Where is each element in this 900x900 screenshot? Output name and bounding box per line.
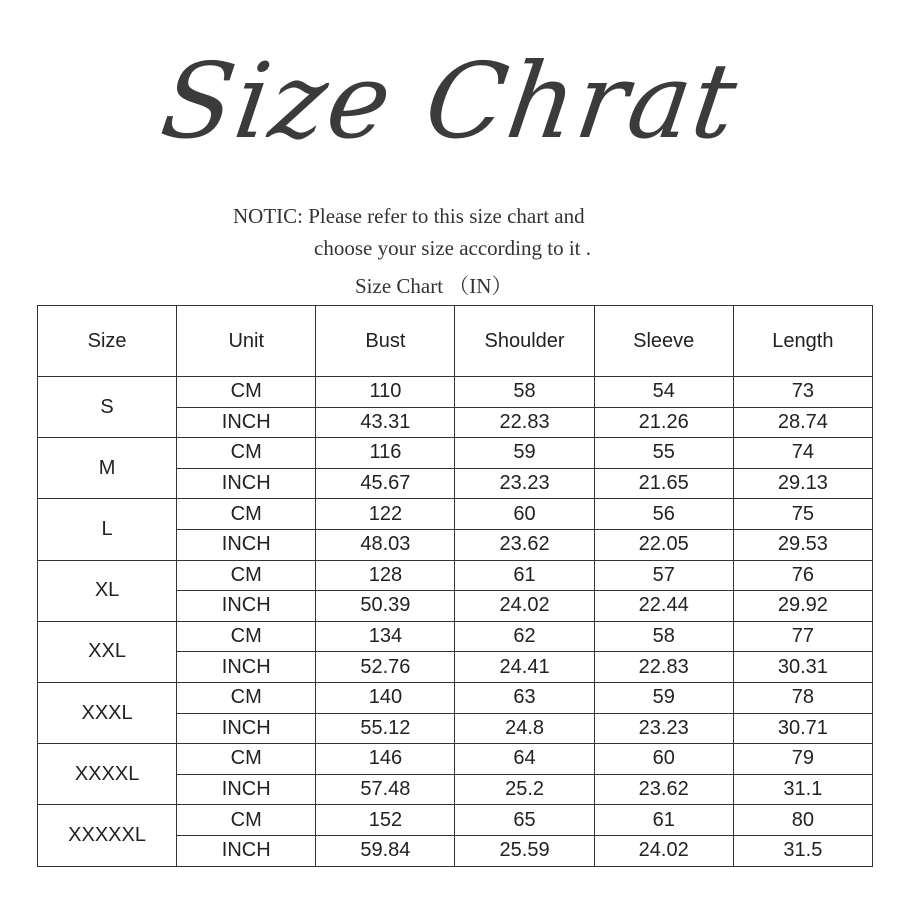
table-subtitle: Size Chart （IN） xyxy=(355,274,513,298)
header-unit: Unit xyxy=(177,306,316,377)
cm-value-cell: 76 xyxy=(733,560,872,591)
cm-value-cell: 55 xyxy=(594,438,733,469)
notice-line-1: NOTIC: Please refer to this size chart and xyxy=(233,204,585,228)
cm-value-cell: 64 xyxy=(455,744,594,775)
inch-value-cell: 29.92 xyxy=(733,591,872,622)
header-row xyxy=(38,306,873,377)
header-shoulder: Shoulder xyxy=(455,306,594,377)
cm-value-cell: CM xyxy=(177,499,316,530)
cm-value-cell: 128 xyxy=(316,560,455,591)
inch-value-cell: INCH xyxy=(177,713,316,744)
cm-value-cell: 75 xyxy=(733,499,872,530)
page-title: Size Chrat xyxy=(154,40,746,162)
inch-value-cell: 57.48 xyxy=(316,774,455,805)
cm-value-cell: CM xyxy=(177,682,316,713)
inch-value-cell: 48.03 xyxy=(316,529,455,560)
inch-value-cell: 24.8 xyxy=(455,713,594,744)
cm-value-cell: 152 xyxy=(316,805,455,836)
cm-value-cell: 73 xyxy=(733,377,872,408)
inch-value-cell: INCH xyxy=(177,468,316,499)
inch-value-cell: 24.02 xyxy=(455,591,594,622)
size-cell: S xyxy=(38,377,177,438)
inch-value-cell: INCH xyxy=(177,529,316,560)
inch-value-cell: 31.1 xyxy=(733,774,872,805)
cm-value-cell: CM xyxy=(177,377,316,408)
inch-value-cell: 21.26 xyxy=(594,407,733,438)
table-row xyxy=(38,805,873,836)
inch-value-cell: 31.5 xyxy=(733,835,872,866)
inch-value-cell: 52.76 xyxy=(316,652,455,683)
cm-value-cell: 79 xyxy=(733,744,872,775)
table-row xyxy=(38,499,873,530)
cm-value-cell: 80 xyxy=(733,805,872,836)
inch-value-cell: 30.71 xyxy=(733,713,872,744)
inch-value-cell: 23.62 xyxy=(594,774,733,805)
inch-value-cell: 29.53 xyxy=(733,529,872,560)
cm-value-cell: 62 xyxy=(455,621,594,652)
cm-value-cell: 60 xyxy=(455,499,594,530)
size-cell: XXL xyxy=(38,621,177,682)
cm-value-cell: 65 xyxy=(455,805,594,836)
header-length: Length xyxy=(733,306,872,377)
table-row xyxy=(38,438,873,469)
inch-value-cell: 59.84 xyxy=(316,835,455,866)
cm-value-cell: 54 xyxy=(594,377,733,408)
inch-value-cell: 23.23 xyxy=(594,713,733,744)
inch-value-cell: 25.59 xyxy=(455,835,594,866)
inch-value-cell: 25.2 xyxy=(455,774,594,805)
cm-value-cell: 146 xyxy=(316,744,455,775)
inch-value-cell: 22.83 xyxy=(594,652,733,683)
inch-value-cell: 23.62 xyxy=(455,529,594,560)
inch-value-cell: 21.65 xyxy=(594,468,733,499)
table-row xyxy=(38,560,873,591)
cm-value-cell: 77 xyxy=(733,621,872,652)
cm-value-cell: 74 xyxy=(733,438,872,469)
table-row xyxy=(38,682,873,713)
size-cell: XXXXXL xyxy=(38,805,177,866)
inch-value-cell: 45.67 xyxy=(316,468,455,499)
inch-value-cell: 55.12 xyxy=(316,713,455,744)
cm-value-cell: 56 xyxy=(594,499,733,530)
inch-value-cell: 23.23 xyxy=(455,468,594,499)
cm-value-cell: 60 xyxy=(594,744,733,775)
inch-value-cell: 22.44 xyxy=(594,591,733,622)
notice-line-2: choose your size according to it . xyxy=(314,236,591,260)
inch-value-cell: 22.83 xyxy=(455,407,594,438)
size-cell: XL xyxy=(38,560,177,621)
header-bust: Bust xyxy=(316,306,455,377)
size-cell: L xyxy=(38,499,177,560)
cm-value-cell: 59 xyxy=(594,682,733,713)
inch-value-cell: 29.13 xyxy=(733,468,872,499)
inch-value-cell: INCH xyxy=(177,591,316,622)
header-sleeve: Sleeve xyxy=(594,306,733,377)
size-cell: XXXL xyxy=(38,682,177,743)
cm-value-cell: CM xyxy=(177,621,316,652)
size-cell: XXXXL xyxy=(38,744,177,805)
inch-value-cell: INCH xyxy=(177,652,316,683)
inch-value-cell: 28.74 xyxy=(733,407,872,438)
table-row xyxy=(38,621,873,652)
inch-value-cell: 24.41 xyxy=(455,652,594,683)
inch-value-cell: INCH xyxy=(177,835,316,866)
cm-value-cell: 59 xyxy=(455,438,594,469)
cm-value-cell: 140 xyxy=(316,682,455,713)
inch-value-cell: 43.31 xyxy=(316,407,455,438)
inch-value-cell: INCH xyxy=(177,774,316,805)
cm-value-cell: 116 xyxy=(316,438,455,469)
cm-value-cell: CM xyxy=(177,438,316,469)
cm-value-cell: 110 xyxy=(316,377,455,408)
inch-value-cell: 22.05 xyxy=(594,529,733,560)
cm-value-cell: 57 xyxy=(594,560,733,591)
size-table xyxy=(37,305,873,867)
inch-value-cell: INCH xyxy=(177,407,316,438)
cm-value-cell: 58 xyxy=(594,621,733,652)
cm-value-cell: CM xyxy=(177,744,316,775)
table-row xyxy=(38,744,873,775)
cm-value-cell: 61 xyxy=(455,560,594,591)
inch-value-cell: 50.39 xyxy=(316,591,455,622)
inch-value-cell: 30.31 xyxy=(733,652,872,683)
inch-value-cell: 24.02 xyxy=(594,835,733,866)
cm-value-cell: 134 xyxy=(316,621,455,652)
size-cell: M xyxy=(38,438,177,499)
cm-value-cell: CM xyxy=(177,560,316,591)
header-size: Size xyxy=(38,306,177,377)
cm-value-cell: 122 xyxy=(316,499,455,530)
cm-value-cell: 78 xyxy=(733,682,872,713)
cm-value-cell: 61 xyxy=(594,805,733,836)
cm-value-cell: 63 xyxy=(455,682,594,713)
cm-value-cell: 58 xyxy=(455,377,594,408)
table-row xyxy=(38,377,873,408)
cm-value-cell: CM xyxy=(177,805,316,836)
